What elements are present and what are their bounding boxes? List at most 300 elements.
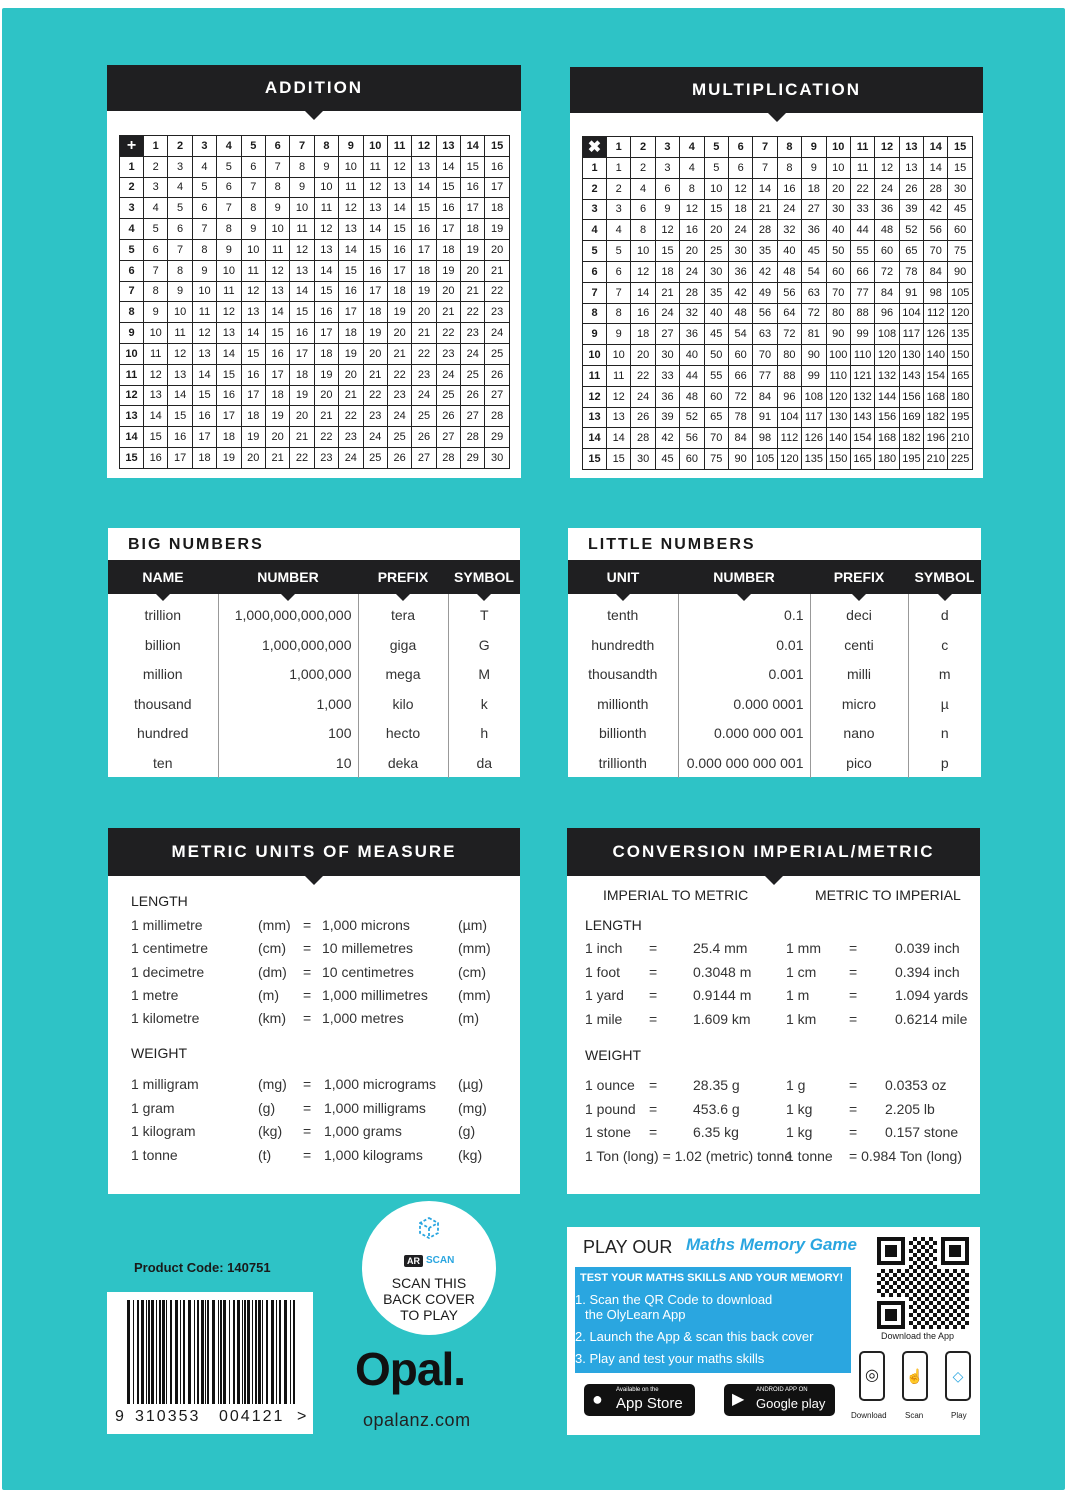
qr-module bbox=[917, 1305, 921, 1309]
metric-length-item: = bbox=[303, 917, 312, 933]
scan-step-label: Scan bbox=[905, 1411, 924, 1420]
metric-length-item: 1 metre bbox=[131, 986, 179, 1003]
addition-cell: 15 bbox=[436, 177, 460, 198]
qr-module bbox=[901, 1281, 905, 1285]
little_numbers-column-header: NUMBER bbox=[678, 560, 810, 594]
conversion-length-item: 1 yard bbox=[585, 987, 624, 1003]
multiplication-cell: 5 bbox=[704, 158, 728, 179]
addition-cell: 19 bbox=[290, 385, 314, 406]
multiplication-cell: 28 bbox=[753, 220, 777, 241]
download-step-label: Download bbox=[851, 1411, 887, 1420]
conversion-weight-item: 6.35 kg bbox=[693, 1124, 739, 1140]
little_numbers-cell: tenth bbox=[568, 594, 678, 630]
qr-module bbox=[949, 1297, 953, 1301]
addition-cell: 25 bbox=[461, 364, 485, 385]
qr-module bbox=[965, 1297, 969, 1301]
little_numbers-row bbox=[568, 630, 981, 660]
phone-scan-icon: ☝ bbox=[902, 1351, 928, 1401]
addition-col-header: 4 bbox=[217, 136, 241, 157]
little_numbers-cell: centi bbox=[810, 630, 908, 660]
qr-module bbox=[945, 1277, 949, 1281]
qr-module bbox=[953, 1293, 957, 1297]
conversion-length-item: 1.094 yards bbox=[895, 987, 969, 1003]
qr-module bbox=[917, 1321, 921, 1325]
addition-cell: 19 bbox=[339, 343, 363, 364]
addition-cell: 12 bbox=[387, 156, 411, 177]
little_numbers-cell: pico bbox=[810, 748, 908, 778]
addition-cell: 30 bbox=[485, 447, 509, 468]
addition-cell: 21 bbox=[314, 406, 338, 427]
metric-weight-item: 1,000 micrograms bbox=[324, 1076, 437, 1092]
addition-cell: 13 bbox=[217, 323, 241, 344]
addition-cell: 4 bbox=[192, 156, 216, 177]
addition-cell: 18 bbox=[314, 343, 338, 364]
addition-cell: 3 bbox=[144, 177, 168, 198]
multiplication-cell: 24 bbox=[875, 178, 899, 199]
multiplication-cell: 4 bbox=[631, 178, 655, 199]
qr-module bbox=[929, 1269, 933, 1273]
multiplication-cell: 28 bbox=[631, 428, 655, 449]
qr-module bbox=[917, 1313, 921, 1317]
multiplication-cell: 135 bbox=[802, 449, 826, 470]
conversion-length-item: = bbox=[849, 987, 858, 1003]
little_numbers-cell: millionth bbox=[568, 689, 678, 719]
conversion-length-item: = bbox=[849, 1010, 858, 1027]
little_numbers-cell: nano bbox=[810, 719, 908, 749]
addition-cell: 25 bbox=[412, 406, 436, 427]
addition-cell: 11 bbox=[168, 323, 192, 344]
multiplication-cell: 9 bbox=[607, 324, 631, 345]
qr-module bbox=[937, 1317, 941, 1321]
multiplication-cell: 27 bbox=[655, 324, 679, 345]
addition-cell: 23 bbox=[412, 364, 436, 385]
addition-cell: 7 bbox=[265, 156, 289, 177]
qr-module bbox=[945, 1309, 949, 1313]
conversion-length-item: 1 cm bbox=[786, 963, 817, 980]
big_numbers-cell: G bbox=[478, 636, 490, 653]
addition-row bbox=[120, 281, 510, 302]
multiplication-table bbox=[582, 136, 973, 470]
qr-module bbox=[949, 1281, 953, 1285]
multiplication-cell: 143 bbox=[850, 407, 874, 428]
metric-weight-item: 1,000 grams bbox=[324, 1123, 402, 1139]
qr-module bbox=[925, 1249, 929, 1253]
google-play-button[interactable] bbox=[724, 1384, 835, 1416]
barcode-bar bbox=[276, 1300, 277, 1404]
qr-module bbox=[917, 1241, 921, 1245]
multiplication-cell: 10 bbox=[607, 345, 631, 366]
addition-cell: 12 bbox=[241, 281, 265, 302]
conversion-length-item: 1 inch bbox=[585, 940, 623, 956]
addition-cell: 26 bbox=[461, 385, 485, 406]
qr-module bbox=[913, 1253, 917, 1257]
multiplication-cell: 49 bbox=[753, 282, 777, 303]
qr-module bbox=[957, 1313, 961, 1317]
addition-cell: 13 bbox=[241, 302, 265, 323]
addition-cell: 23 bbox=[363, 406, 387, 427]
addition-cell: 16 bbox=[168, 427, 192, 448]
qr-module bbox=[913, 1269, 917, 1273]
qr-module bbox=[921, 1325, 925, 1329]
addition-cell: 23 bbox=[387, 385, 411, 406]
conversion-panel bbox=[567, 828, 980, 1194]
multiplication-row bbox=[583, 158, 973, 179]
qr-module bbox=[909, 1305, 913, 1309]
metric-length-item: 1,000 metres bbox=[322, 1010, 404, 1027]
barcode bbox=[107, 1292, 313, 1434]
qr-module bbox=[945, 1293, 949, 1297]
conversion-weight-item: 1 kg bbox=[786, 1100, 813, 1117]
qr-module bbox=[929, 1301, 933, 1305]
qr-module bbox=[925, 1257, 929, 1261]
conversion-weight-item: 2.205 lb bbox=[885, 1100, 935, 1117]
metric-length-item: (µm) bbox=[458, 917, 488, 933]
addition-cell: 10 bbox=[217, 260, 241, 281]
qr-module bbox=[961, 1277, 965, 1281]
big_numbers-cell: 1,000,000 bbox=[218, 660, 358, 690]
multiplication-cell: 24 bbox=[631, 386, 655, 407]
big_numbers-cell: h bbox=[480, 725, 489, 742]
multiplication-cell: 144 bbox=[875, 386, 899, 407]
multiplication-cell: 28 bbox=[924, 178, 948, 199]
qr-module bbox=[961, 1269, 965, 1273]
addition-col-header: 8 bbox=[314, 136, 338, 157]
big_numbers-cell: trillion bbox=[108, 594, 218, 630]
addition-cell: 16 bbox=[461, 177, 485, 198]
multiplication-cell: 48 bbox=[680, 386, 704, 407]
qr-module bbox=[913, 1261, 917, 1265]
addition-cell: 11 bbox=[241, 260, 265, 281]
addition-cell: 17 bbox=[314, 323, 338, 344]
multiplication-cell: 81 bbox=[802, 324, 826, 345]
addition-cell: 13 bbox=[192, 343, 216, 364]
multiplication-cell: 8 bbox=[777, 158, 801, 179]
multiplication-cell: 2 bbox=[583, 178, 607, 199]
multiplication-cell: 36 bbox=[655, 386, 679, 407]
qr-module bbox=[953, 1285, 957, 1289]
qr-module bbox=[933, 1273, 937, 1277]
multiplication-cell: 96 bbox=[777, 386, 801, 407]
conversion-weight-item: 1 g bbox=[786, 1077, 806, 1093]
conversion-weight-item: 1 stone bbox=[585, 1124, 631, 1140]
barcode-bar bbox=[133, 1300, 134, 1404]
multiplication-cell: 56 bbox=[777, 282, 801, 303]
barcode-digit-end: > bbox=[297, 1408, 307, 1425]
qr-module bbox=[917, 1257, 921, 1261]
addition-cell: 13 bbox=[412, 156, 436, 177]
qr-module bbox=[945, 1269, 949, 1273]
qr-module bbox=[913, 1325, 917, 1329]
addition-cell: 18 bbox=[290, 364, 314, 385]
multiplication-cell: 120 bbox=[777, 449, 801, 470]
addition-cell: 11 bbox=[265, 239, 289, 260]
metric-length-item: (mm) bbox=[458, 986, 491, 1003]
metric-length-item: (cm) bbox=[258, 940, 286, 957]
addition-cell: 14 bbox=[436, 156, 460, 177]
multiplication-cell: 16 bbox=[631, 303, 655, 324]
multiplication-cell: 27 bbox=[802, 199, 826, 220]
multiplication-cell: 180 bbox=[948, 386, 972, 407]
barcode-bar bbox=[151, 1300, 154, 1404]
addition-table bbox=[119, 135, 510, 469]
qr-module bbox=[965, 1313, 969, 1317]
addition-row bbox=[120, 156, 510, 177]
barcode-bar bbox=[207, 1300, 209, 1404]
qr-module bbox=[921, 1245, 925, 1249]
qr-module bbox=[909, 1249, 913, 1253]
addition-cell: 16 bbox=[314, 302, 338, 323]
addition-cell: 5 bbox=[168, 198, 192, 219]
multiplication-cell: 88 bbox=[850, 303, 874, 324]
addition-cell: 17 bbox=[461, 198, 485, 219]
barcode-bar bbox=[237, 1300, 240, 1404]
multiplication-col-header: 5 bbox=[704, 137, 728, 158]
qr-module bbox=[953, 1277, 957, 1281]
qr-module bbox=[921, 1269, 925, 1273]
qr-module bbox=[929, 1293, 933, 1297]
addition-cell: 14 bbox=[144, 406, 168, 427]
multiplication-cell: 108 bbox=[802, 386, 826, 407]
addition-cell: 13 bbox=[314, 239, 338, 260]
addition-cell: 22 bbox=[461, 302, 485, 323]
qr-module bbox=[953, 1301, 957, 1305]
metric-weight-item: 1 tonne bbox=[131, 1146, 178, 1163]
addition-cell: 14 bbox=[120, 427, 144, 448]
multiplication-cell: 11 bbox=[583, 365, 607, 386]
addition-cell: 14 bbox=[290, 281, 314, 302]
addition-cell: 19 bbox=[485, 219, 509, 240]
little-numbers-panel bbox=[568, 528, 981, 777]
addition-cell: 24 bbox=[339, 447, 363, 468]
addition-cell: 13 bbox=[339, 219, 363, 240]
addition-cell: 20 bbox=[241, 447, 265, 468]
multiplication-cell: 60 bbox=[728, 345, 752, 366]
multiplication-cell: 32 bbox=[777, 220, 801, 241]
multiplication-cell: 120 bbox=[948, 303, 972, 324]
multiplication-cell: 99 bbox=[850, 324, 874, 345]
ar-scan-badge[interactable] bbox=[362, 1201, 496, 1335]
multiplication-cell: 70 bbox=[704, 428, 728, 449]
multiplication-cell: 40 bbox=[680, 345, 704, 366]
qr-module bbox=[905, 1277, 909, 1281]
conversion-length-item: 0.6214 mile bbox=[895, 1010, 968, 1027]
metric-to-imperial-heading: METRIC TO IMPERIAL bbox=[815, 887, 961, 903]
addition-cell: 11 bbox=[120, 364, 144, 385]
multiplication-col-header: 11 bbox=[850, 137, 874, 158]
addition-cell: 14 bbox=[387, 198, 411, 219]
addition-cell: 5 bbox=[192, 177, 216, 198]
barcode-bar bbox=[205, 1300, 206, 1404]
qr-module bbox=[901, 1273, 905, 1277]
qr-module bbox=[897, 1277, 901, 1281]
qr-module bbox=[917, 1265, 921, 1269]
conversion-weight-item: = bbox=[649, 1077, 658, 1093]
little_numbers-row bbox=[568, 719, 981, 749]
multiplication-cell: 4 bbox=[583, 220, 607, 241]
big_numbers-cell: 1,000 bbox=[218, 689, 358, 719]
qr-module bbox=[889, 1285, 893, 1289]
metric-length-item: (mm) bbox=[458, 940, 491, 957]
addition-cell: 7 bbox=[168, 239, 192, 260]
conversion-weight-item: 0.157 stone bbox=[885, 1124, 959, 1140]
multiplication-cell: 12 bbox=[655, 220, 679, 241]
addition-cell: 20 bbox=[265, 427, 289, 448]
conversion-length-item: = bbox=[649, 1010, 658, 1027]
multiplication-cell: 120 bbox=[875, 345, 899, 366]
big_numbers-cell: billion bbox=[108, 630, 218, 660]
multiplication-cell: 15 bbox=[704, 199, 728, 220]
play-step-label: Play bbox=[951, 1411, 967, 1420]
addition-cell: 14 bbox=[412, 177, 436, 198]
qr-module bbox=[925, 1297, 929, 1301]
qr-module bbox=[889, 1269, 893, 1273]
multiplication-cell: 24 bbox=[728, 220, 752, 241]
qr-module bbox=[937, 1269, 941, 1273]
multiplication-cell: 3 bbox=[655, 158, 679, 179]
barcode-bar bbox=[244, 1300, 246, 1404]
qr-module bbox=[917, 1273, 921, 1277]
multiplication-cell: 104 bbox=[899, 303, 923, 324]
multiplication-cell: 28 bbox=[680, 282, 704, 303]
qr-module bbox=[913, 1277, 917, 1281]
barcode-bar bbox=[229, 1300, 230, 1404]
addition-cell: 8 bbox=[192, 239, 216, 260]
addition-cell: 12 bbox=[265, 260, 289, 281]
qr-module bbox=[945, 1325, 949, 1329]
addition-cell: 23 bbox=[339, 427, 363, 448]
multiplication-col-header: 14 bbox=[924, 137, 948, 158]
multiplication-cell: 66 bbox=[850, 261, 874, 282]
multiplication-cell: 15 bbox=[655, 241, 679, 262]
qr-module bbox=[885, 1281, 889, 1285]
qr-module bbox=[933, 1297, 937, 1301]
barcode-bar bbox=[188, 1300, 191, 1404]
qr-module bbox=[925, 1273, 929, 1277]
metric-weight-label: WEIGHT bbox=[131, 1045, 187, 1061]
addition-cell: 11 bbox=[217, 281, 241, 302]
addition-cell: 15 bbox=[363, 239, 387, 260]
qr-module bbox=[953, 1317, 957, 1321]
addition-cell: 7 bbox=[120, 281, 144, 302]
multiplication-cell: 13 bbox=[607, 407, 631, 428]
addition-cell: 16 bbox=[290, 323, 314, 344]
qr-module bbox=[921, 1277, 925, 1281]
multiplication-cell: 130 bbox=[899, 345, 923, 366]
multiplication-cell: 26 bbox=[899, 178, 923, 199]
multiplication-cell: 50 bbox=[704, 345, 728, 366]
qr-module bbox=[901, 1289, 905, 1293]
addition-cell: 19 bbox=[314, 364, 338, 385]
multiplication-cell: 39 bbox=[899, 199, 923, 220]
conversion-length-label: LENGTH bbox=[585, 917, 642, 933]
qr-module bbox=[921, 1285, 925, 1289]
metric-length-item: (m) bbox=[258, 986, 279, 1003]
metric-length-item: = bbox=[303, 963, 312, 980]
multiplication-cell: 112 bbox=[777, 428, 801, 449]
qr-module bbox=[961, 1293, 965, 1297]
multiplication-cell: 24 bbox=[680, 261, 704, 282]
qr-module bbox=[953, 1325, 957, 1329]
barcode-bar bbox=[258, 1300, 261, 1404]
barcode-bar bbox=[197, 1300, 199, 1404]
little_numbers-cell: hundredth bbox=[568, 630, 678, 660]
multiplication-cell: 20 bbox=[704, 220, 728, 241]
addition-cell: 3 bbox=[168, 156, 192, 177]
addition-cell: 10 bbox=[120, 343, 144, 364]
big-numbers-table bbox=[108, 560, 520, 778]
addition-cell: 18 bbox=[436, 239, 460, 260]
app-store-button[interactable] bbox=[584, 1384, 695, 1416]
barcode-bar bbox=[255, 1300, 257, 1404]
qr-module bbox=[929, 1325, 933, 1329]
addition-cell: 23 bbox=[485, 302, 509, 323]
addition-cell: 10 bbox=[290, 198, 314, 219]
addition-cell: 16 bbox=[485, 156, 509, 177]
multiplication-col-header: 8 bbox=[777, 137, 801, 158]
multiplication-cell: 12 bbox=[607, 386, 631, 407]
qr-module bbox=[965, 1305, 969, 1309]
addition-cell: 10 bbox=[144, 323, 168, 344]
multiplication-cell: 121 bbox=[850, 365, 874, 386]
qr-module bbox=[921, 1237, 925, 1241]
qr-module bbox=[941, 1313, 945, 1317]
multiplication-cell: 60 bbox=[680, 449, 704, 470]
addition-row bbox=[120, 323, 510, 344]
addition-cell: 24 bbox=[387, 406, 411, 427]
multiplication-cell: 22 bbox=[850, 178, 874, 199]
addition-cell: 12 bbox=[339, 198, 363, 219]
multiplication-cell: 40 bbox=[826, 220, 850, 241]
addition-cell: 9 bbox=[120, 323, 144, 344]
opal-url[interactable]: opalanz.com bbox=[363, 1410, 471, 1430]
qr-module bbox=[913, 1293, 917, 1297]
qr-module bbox=[965, 1289, 969, 1293]
multiplication-cell: 55 bbox=[850, 241, 874, 262]
multiplication-cell: 3 bbox=[583, 199, 607, 220]
conversion-length-item: = bbox=[649, 963, 658, 980]
metric-length-item: = bbox=[303, 986, 312, 1003]
multiplication-cell: 6 bbox=[655, 178, 679, 199]
multiplication-cell: 14 bbox=[924, 158, 948, 179]
multiplication-cell: 30 bbox=[728, 241, 752, 262]
addition-cell: 22 bbox=[339, 406, 363, 427]
qr-module bbox=[897, 1293, 901, 1297]
barcode-bar bbox=[223, 1300, 226, 1404]
metric-weight-item: (kg) bbox=[258, 1123, 283, 1139]
multiplication-cell: 182 bbox=[924, 407, 948, 428]
game-step-2: 2. Launch the App & scan this back cover bbox=[575, 1329, 814, 1344]
barcode-bar bbox=[194, 1300, 195, 1404]
qr-code[interactable] bbox=[877, 1237, 969, 1329]
addition-cell: 18 bbox=[387, 281, 411, 302]
addition-cell: 17 bbox=[436, 219, 460, 240]
multiplication-cell: 60 bbox=[948, 220, 972, 241]
conversion-title: CONVERSION IMPERIAL/METRIC bbox=[567, 828, 980, 876]
qr-module bbox=[933, 1281, 937, 1285]
addition-cell: 8 bbox=[144, 281, 168, 302]
multiplication-row bbox=[583, 241, 973, 262]
qr-module bbox=[909, 1241, 913, 1245]
qr-module bbox=[925, 1241, 929, 1245]
barcode-bar bbox=[293, 1300, 295, 1404]
addition-cell: 15 bbox=[339, 260, 363, 281]
phone-download-icon: ◎ bbox=[859, 1351, 885, 1401]
multiplication-cell: 63 bbox=[802, 282, 826, 303]
qr-module bbox=[905, 1269, 909, 1273]
little_numbers-header-row bbox=[568, 560, 981, 594]
conversion-length-item: 1 m bbox=[786, 987, 810, 1003]
multiplication-cell: 165 bbox=[850, 449, 874, 470]
